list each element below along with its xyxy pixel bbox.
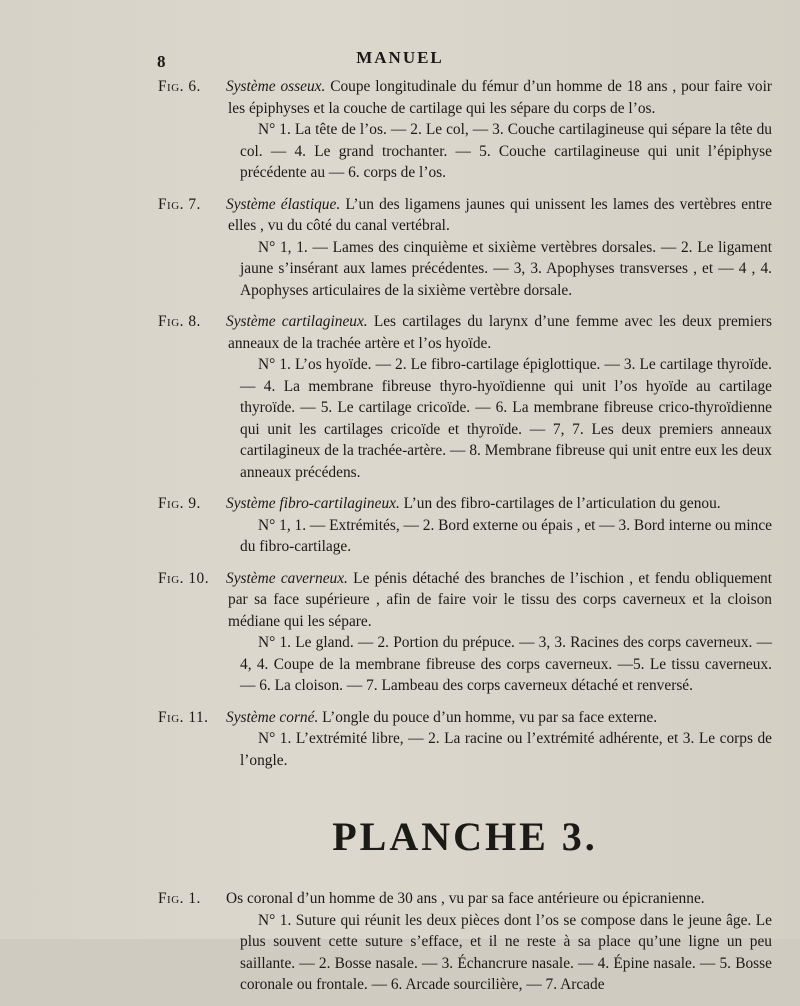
figure-entry-11 — [158, 707, 772, 772]
figure-entry-9 — [158, 493, 772, 558]
figure-description: Coupe longitudinale du fémur d’un homme de 18 ans , pour faire voir les épiphyses et la couche de cartilage qui les sépare du corps de l’os. — [228, 78, 773, 117]
figure-description: Os coronal d’un homme de 30 ans , vu par sa face antérieure ou épicranienne. — [226, 890, 705, 907]
figure-description: L’ongle du pouce d’un homme, vu par sa face externe. — [318, 708, 658, 726]
figure-legend: N° 1. L’extrémité libre, — 2. La racine ou l’extrémité adhérente, et 3. Le corps de l’ongle. — [240, 730, 772, 769]
main-text — [158, 76, 772, 1006]
system-name: Système corné. — [226, 708, 319, 726]
system-name: Système caverneux. — [226, 569, 348, 587]
plate-title: PLANCHE 3. — [332, 814, 598, 859]
system-name: Système fibro-cartilagineux. — [226, 495, 400, 512]
figure-label: Fig. 6. — [158, 78, 201, 95]
plate-figure-entry-1 — [158, 888, 772, 996]
page-number: 8 — [157, 52, 166, 71]
figure-description: Les cartilages du larynx d’une femme avec les deux premiers anneaux de la trachée artère et l’os hyoïde. — [228, 313, 772, 352]
system-name: Système osseux. — [226, 78, 326, 95]
figure-label: Fig. 8. — [158, 313, 201, 330]
figure-description: L’un des fibro-cartilages de l’articulation du genou. — [399, 495, 721, 512]
figure-legend: N° 1, 1. — Lames des cinquième et sixième vertèbres dorsales. — 2. Le ligament jaune s’insérant aux lames précédentes. — 3, 3. Apophyses transverses , et — 4 , 4. Apophyses articulaires de la sixième vertèbre dorsale. — [240, 238, 772, 299]
figure-entry-10 — [158, 568, 772, 697]
system-name: Système élastique. — [226, 195, 341, 213]
figure-legend: N° 1. La tête de l’os. — 2. Le col, — 3. Couche cartilagineuse qui sépare la tête du col. — 4. Le grand trochanter. — 5. Couche cartilagineuse qui unit l’épiphyse précédente au — 6. corps de l’os. — [240, 121, 772, 181]
figure-label: Fig. 9. — [158, 495, 201, 512]
figure-legend: N° 1. Suture qui réunit les deux pièces dont l’os se compose dans le jeune âge. Le plus souvent cette suture s’efface, et il ne reste à sa place qu’une ligne un peu saillante. — 2. Bosse nasale. — 3. Échancrure nasale. — 4. Épine nasale. — 5. Bosse coronale ou frontale. — 6. Arcade sourcilière, — 7. Arcade — [240, 911, 772, 993]
figure-entry-7 — [158, 194, 772, 302]
figure-legend: N° 1. Le gland. — 2. Portion du prépuce. — 3, 3. Racines des corps caverneux. — 4, 4. Coupe de la membrane fibreuse des corps caverneux. —5. Le tissu caverneux. — 6. La cloison. — 7. Lambeau des corps caverneux détaché et renversé. — [240, 634, 772, 694]
figure-legend: N° 1, 1. — Extrémités, — 2. Bord externe ou épais , et — 3. Bord interne ou mince du fibro-cartilage. — [240, 516, 772, 555]
figure-entry-6 — [158, 76, 772, 184]
figure-label: Fig. 7. — [158, 195, 201, 213]
figure-label: Fig. 10. — [158, 569, 210, 587]
figure-label: Fig. 11. — [158, 708, 209, 726]
figure-description: L’un des ligamens jaunes qui unissent les lames des vertèbres entre elles , vu du côté du canal vertébral. — [228, 195, 772, 234]
figure-label: Fig. 1. — [158, 890, 201, 907]
figure-legend: N° 1. L’os hyoïde. — 2. Le fibro-cartilage épiglottique. — 3. Le cartilage thyroïde. — 4. La membrane fibreuse thyro-hyoïdienne qui unit l’os hyoïde au cartilage thyroïde. — 5. Le cartilage cricoïde. — 6. La membrane fibreuse crico-thyroïdienne qui unit les cartilages cricoïde et thyroïde. — 7, 7. Les deux premiers anneaux cartilagineux de la trachée-artère. — 8. Membrane fibreuse qui unit entre eux les deux anneaux précédens. — [240, 356, 772, 481]
figure-description: Le pénis détaché des branches de l’ischion , et fendu obliquement par sa face supérieure , afin de faire voir le tissu des corps caverneux et la cloison médiane qui les sépare. — [228, 569, 772, 630]
figure-entry-8 — [158, 311, 772, 483]
running-title: MANUEL — [356, 48, 444, 67]
system-name: Système cartilagineux. — [226, 313, 368, 330]
